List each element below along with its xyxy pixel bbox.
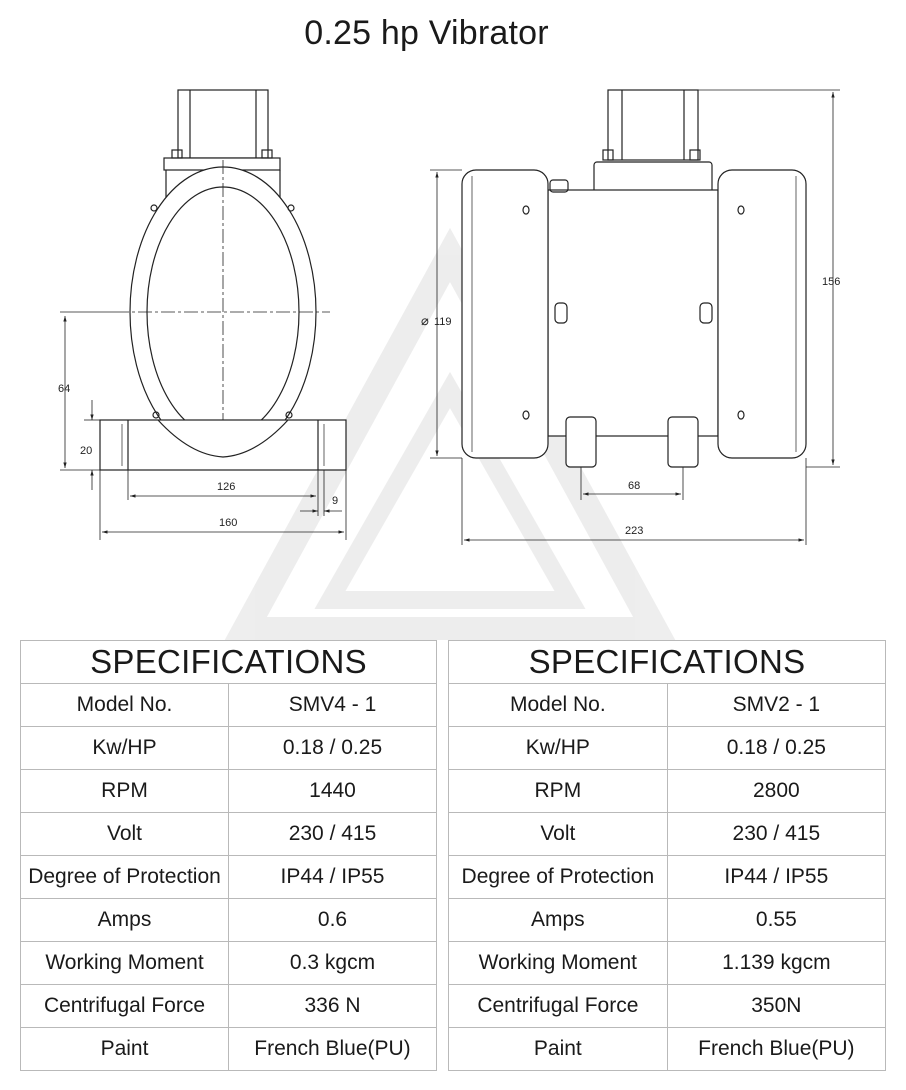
dim-feet-label: 68 — [628, 480, 641, 492]
spec-label: Model No. — [449, 684, 668, 727]
table-row — [21, 684, 437, 727]
table-row — [449, 856, 886, 899]
spec-value: 336 N — [229, 985, 437, 1028]
spec-label: Kw/HP — [449, 727, 668, 770]
spec-label: Paint — [449, 1028, 668, 1071]
dim-base-label: 20 — [80, 445, 93, 457]
table-row — [449, 899, 886, 942]
front-view — [60, 90, 346, 540]
spec-value: 350N — [667, 985, 885, 1028]
spec-value: 0.3 kgcm — [229, 942, 437, 985]
table-row — [449, 727, 886, 770]
dim-side-height-label: 156 — [822, 276, 841, 288]
spec-value: 0.18 / 0.25 — [667, 727, 885, 770]
table-row — [21, 770, 437, 813]
table-row — [449, 985, 886, 1028]
spec-label: RPM — [449, 770, 668, 813]
spec-label: Degree of Protection — [21, 856, 229, 899]
dim-height-label: 64 — [58, 383, 71, 395]
spec-label: Centrifugal Force — [449, 985, 668, 1028]
spec-value: 0.18 / 0.25 — [229, 727, 437, 770]
spec-value: 230 / 415 — [667, 813, 885, 856]
table-row — [21, 813, 437, 856]
spec-label: RPM — [21, 770, 229, 813]
diameter-icon: ⌀ — [421, 313, 429, 328]
spec-value: 2800 — [667, 770, 885, 813]
table-row — [449, 813, 886, 856]
dim-slot-label: 9 — [332, 495, 339, 507]
table-row — [21, 942, 437, 985]
spec-label: Kw/HP — [21, 727, 229, 770]
dim-width-label: 160 — [219, 517, 238, 529]
spec-label: Degree of Protection — [449, 856, 668, 899]
spec-value: 1440 — [229, 770, 437, 813]
page-title: 0.25 hp Vibrator — [304, 14, 549, 52]
table-row — [21, 1028, 437, 1071]
table-row — [449, 684, 886, 727]
table-row — [449, 1028, 886, 1071]
table-row — [21, 899, 437, 942]
spec-value: IP44 / IP55 — [229, 856, 437, 899]
spec-label: Paint — [21, 1028, 229, 1071]
spec-value: SMV2 - 1 — [667, 684, 885, 727]
spec-value: 230 / 415 — [229, 813, 437, 856]
table-row — [21, 727, 437, 770]
spec-label: Volt — [21, 813, 229, 856]
spec-heading: SPECIFICATIONS — [21, 641, 437, 684]
spec-value: 0.6 — [229, 899, 437, 942]
dim-diameter-label: 119 — [434, 316, 452, 328]
dim-inner-width-label: 126 — [217, 481, 236, 493]
spec-table-smv2 — [448, 640, 886, 1071]
spec-label: Volt — [449, 813, 668, 856]
spec-label: Amps — [449, 899, 668, 942]
spec-value: French Blue(PU) — [229, 1028, 437, 1071]
table-row — [449, 770, 886, 813]
table-row — [449, 942, 886, 985]
spec-value: French Blue(PU) — [667, 1028, 885, 1071]
spec-label: Centrifugal Force — [21, 985, 229, 1028]
spec-value: 0.55 — [667, 899, 885, 942]
spec-heading: SPECIFICATIONS — [449, 641, 886, 684]
spec-label: Working Moment — [449, 942, 668, 985]
spec-label: Model No. — [21, 684, 229, 727]
spec-value: 1.139 kgcm — [667, 942, 885, 985]
table-row — [21, 856, 437, 899]
spec-label: Amps — [21, 899, 229, 942]
spec-table-smv4 — [20, 640, 437, 1071]
spec-value: IP44 / IP55 — [667, 856, 885, 899]
table-row — [21, 985, 437, 1028]
dim-length-label: 223 — [625, 525, 644, 537]
spec-value: SMV4 - 1 — [229, 684, 437, 727]
spec-label: Working Moment — [21, 942, 229, 985]
